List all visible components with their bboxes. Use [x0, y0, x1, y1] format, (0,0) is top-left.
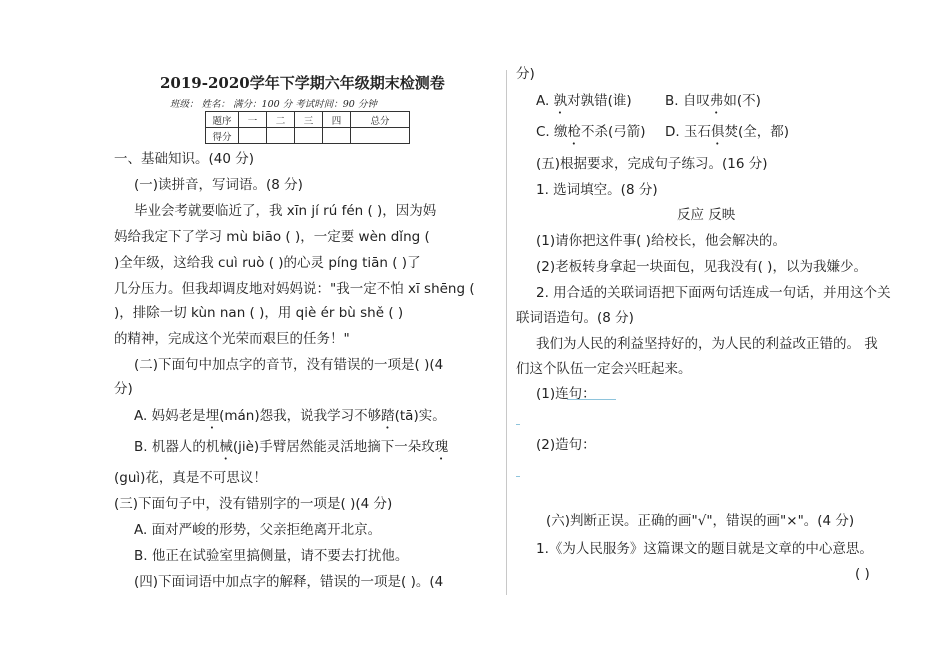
option-text: 对孰错(谁)	[567, 93, 632, 109]
margin-mark	[516, 424, 520, 425]
option-text: 焚(全，都)	[724, 124, 790, 140]
answer-label: (1)连句：	[536, 386, 596, 402]
paragraph-line: 毕业会考就要临近了，我 xīn jí rú fén ( )，因为妈	[134, 203, 437, 219]
question-line: (1)请你把这件事( )给校长，他会解决的。	[536, 233, 786, 249]
option-text: C. 缴	[536, 124, 568, 140]
sentence-line: 们这个队伍一定会兴旺起来。	[516, 361, 692, 377]
table-cell: 题序	[206, 112, 239, 128]
table-cell: 得分	[206, 128, 239, 144]
continued-text: 分)	[516, 66, 535, 82]
column-divider	[506, 70, 507, 595]
option-a	[536, 92, 632, 117]
table-cell: 总分	[351, 112, 410, 128]
score-cell[interactable]	[323, 128, 351, 144]
subsection-heading: (五)根据要求，完成句子练习。(16 分)	[536, 156, 768, 172]
score-cell[interactable]	[267, 128, 295, 144]
option-text: A.	[536, 93, 554, 109]
dotted-char: 瑰	[434, 439, 449, 455]
option-b	[134, 438, 448, 463]
score-table-header-row	[206, 112, 410, 128]
paragraph-line: 妈给我定下了学习 mù biāo ( )，一定要 wèn dǐng (	[114, 229, 430, 245]
dotted-char: 械	[219, 439, 233, 455]
option-text: A. 妈妈老是	[134, 408, 206, 424]
dotted-char: 弗	[709, 93, 724, 109]
option-text: B. 自叹	[665, 93, 710, 109]
score-table	[205, 111, 410, 144]
question-line: (2)老板转身拿起一块面包，见我没有( )，以为我嫌少。	[536, 259, 867, 275]
page-title: 2019-2020学年下学期六年级期末检测卷	[160, 74, 445, 92]
section-heading: 一、基础知识。(40 分)	[114, 151, 255, 167]
paragraph-line: 的精神，完成这个光荣而艰巨的任务！"	[114, 331, 350, 347]
dotted-char: 俱	[710, 124, 725, 140]
score-table-score-row	[206, 128, 410, 144]
option-text: B. 机器人的机	[134, 439, 220, 455]
question-line: 1.《为人民服务》这篇课文的题目就是文章的中心意思。	[536, 541, 873, 557]
option-text: (tā)实。	[394, 408, 446, 424]
dotted-char: 枪	[567, 124, 582, 140]
option-text: (mán)怨我，说我学习不够	[219, 408, 382, 424]
option-b-cont: (guì)花，真是不可思议！	[114, 470, 267, 486]
score-cell[interactable]	[239, 128, 267, 144]
table-cell: 二	[267, 112, 295, 128]
table-cell: 四	[323, 112, 351, 128]
paragraph-line: )，排除一切 kùn nan ( )，用 qiè ér bù shě ( )	[114, 305, 404, 321]
answer-label: (2)造句：	[536, 437, 596, 453]
exam-info: 班级： 姓名： 满分：100 分 考试时间：90 分钟	[170, 99, 377, 110]
dotted-char: 孰	[553, 93, 568, 109]
question-heading: 2. 用合适的关联词语把下面两句话连成一句话，并用这个关	[536, 285, 891, 301]
score-cell[interactable]	[351, 128, 410, 144]
option-a: A. 面对严峻的形势，父亲拒绝离开北京。	[134, 522, 382, 538]
subsection-heading: (三)下面句子中，没有错别字的一项是( )(4 分)	[114, 496, 393, 512]
paragraph-line: 几分压力。但我却调皮地对妈妈说："我一定不怕 xī shēng (	[114, 281, 475, 297]
subsection-heading: (六)判断正误。正确的画"√"，错误的画"×"。(4 分)	[546, 513, 855, 529]
paragraph-line: )全年级，这给我 cuì ruò ( )的心灵 píng tiān ( )了	[114, 255, 421, 271]
subsection-heading: (二)下面句中加点字的音节，没有错误的一项是( )(4	[134, 357, 444, 373]
option-text: 不杀(弓箭)	[581, 124, 646, 140]
table-cell: 三	[295, 112, 323, 128]
word-choices: 反应 反映	[677, 207, 736, 223]
question-heading: 1. 选词填空。(8 分)	[536, 182, 658, 198]
subsection-heading: (一)读拼音，写词语。(8 分)	[134, 177, 303, 193]
dotted-char: 埋	[205, 408, 220, 424]
table-cell: 一	[239, 112, 267, 128]
option-text: 如(不)	[723, 93, 761, 109]
option-c	[536, 123, 646, 148]
dotted-char: 踏	[381, 408, 395, 424]
answer-parens[interactable]: ( )	[855, 566, 870, 582]
sentence-line: 我们为人民的利益坚持好的，为人民的利益改正错的。 我	[536, 336, 878, 352]
subsection-heading-cont: 分)	[114, 381, 133, 397]
option-text: D. 玉石	[665, 124, 711, 140]
score-cell[interactable]	[295, 128, 323, 144]
option-b: B. 他正在试验室里搞侧量，请不要去打扰他。	[134, 548, 409, 564]
margin-mark	[516, 476, 520, 477]
option-text: (jiè)手臂居然能灵活地摘下一朵玫	[232, 439, 435, 455]
subsection-heading: (四)下面词语中加点字的解释，错误的一项是( )。(4	[134, 574, 444, 590]
option-b	[665, 92, 761, 117]
question-heading-cont: 联词语造句。(8 分)	[516, 310, 634, 326]
answer-line[interactable]	[567, 399, 616, 400]
option-d	[665, 123, 789, 148]
option-a	[134, 407, 446, 432]
